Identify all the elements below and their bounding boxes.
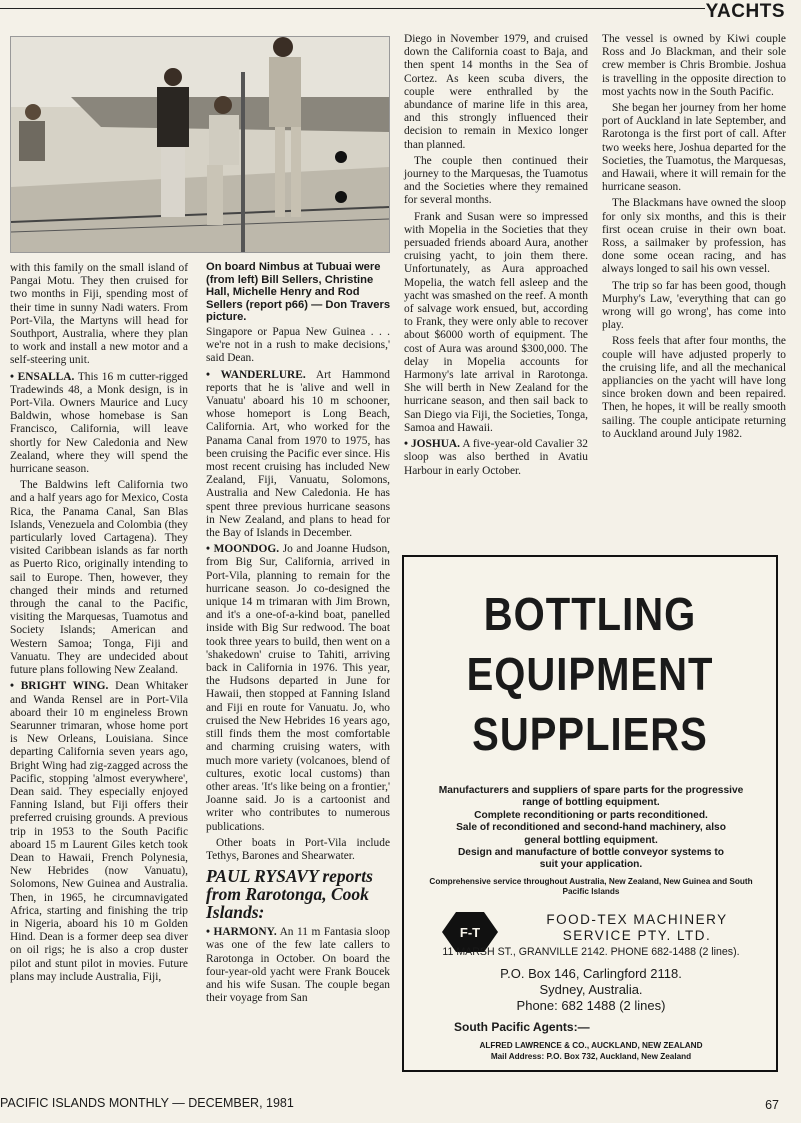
paragraph: • JOSHUA. A five-year-old Cavalier 32 sloop was also berthed in Avatiu Harbour in early October. [404,438,588,477]
paragraph: • HARMONY. An 11 m Fantasia sloop was one of the few late callers to Rarotonga in October. On board the four-year-old yacht were Frank Boucek and his wife Susan. The couple began their voyage from San [206,926,390,1005]
agent-name: ALFRED LAWRENCE & CO., AUCKLAND, NEW ZEALAND [479,1041,703,1050]
company-name: FOOD-TEX MACHINERY SERVICE PTY. LTD. [546,912,728,943]
article-column-1 [10,262,188,987]
paragraph: The Baldwins left California two and a half years ago for Mexico, Costa Rica, the Panama Canal, San Blas Islands, Venezuela and Colombia (they particularly loved Cartagena). They visited Caribbean islands as far north as Puerto Rico, originally intending to sail to Europe. Then, however, they changed their minds and returned through the canal to the Pacific, visiting the Marquesas, Tuamotus and Society Islands; American and Western Samoa; Tonga, Fiji and Vanuatu. They are undecided about future plans following New Zealand. [10,479,188,677]
ad-headline-1: BOTTLING [483,589,697,641]
ad-coverage: Comprehensive service throughout Australia, New Zealand, New Guinea and South Pacific Islands [429,877,753,896]
paragraph: The Blackmans have owned the sloop for only six months, and this is their first ocean cruise in their own boat. Ross, a sailmaker by profession, has done some ocean racing, and has always longed to sail his own vessel. [602,197,786,276]
ad-description [420,785,762,872]
logo-text: F-T [459,925,481,940]
section-title: YACHTS [705,1,785,22]
ad-desc-line: Sale of reconditioned and second-hand machinery, also [456,822,726,834]
paragraph: • ENSALLA. This 16 m cutter-rigged Tradewinds 48, a Monk design, is in Port-Vila. Owners Maurice and Lucy Baldwin, whose homebase is San Francisco, California, will leave shortly for New Caledonia and New Zealand, where they will spend the hurricane season. [10,370,188,476]
agents-title: South Pacific Agents:— [454,1020,590,1034]
photo-illustration [11,37,389,252]
photo-caption: On board Nimbus at Tubuai were (from left) Bill Sellers, Christine Hall, Michelle Henry and Rod Sellers (report p66) — Don Travers picture. [206,261,391,324]
article-column-3 [404,33,588,481]
subheading: PAUL RYSAVY reports from Rarotonga, Cook Islands: [206,866,373,923]
paragraph: Diego in November 1979, and cruised down the California coast to Baja, and then spent 14 months in the Sea of Cortez. As keen scuba divers, the couple were enthralled by the abundance of marine life in this area, and this strongly influenced their decision to remain in Mexico longer than planned. [404,33,588,151]
ad-headline-2: EQUIPMENT [466,649,714,701]
ad-headline-3: SUPPLIERS [472,709,708,761]
page-number: 67 [765,1098,779,1112]
article-column-4 [602,33,786,444]
ad-desc-line: Design and manufacture of bottle conveyor systems to [457,847,725,859]
paragraph: • MOONDOG. Jo and Joanne Hudson, from Big Sur, California, arrived in Port-Vila, planning to remain for the hurricane season. Jo co-designed the unique 14 m trimaran with Jim Brown, and it's a one-of-a-kind boat, panelled inside with Big Sur redwood. The boat took three years to build, then went on a 'shakedown' cruise to Tahiti, arriving back in California in 1976. This year, the Hudsons departed in June for Hawaii, then stopped at Fanning Island and Fiji en route for Vanuatu. Jo, who cruised the New Hebrides 16 years ago, still finds them the most comfortable and charming cruising waters, with much more variety (volcanoes, blend of cultures, exotic local customs) than other areas. 'It's like being on a frontier,' Joanne said. Jo is a cartoonist and writer who contributes to numerous publications. [206,543,391,833]
boat-name: • BRIGHT WING. [10,680,109,693]
top-rule [0,8,705,9]
boat-name: • JOSHUA. [404,438,460,451]
paragraph: with this family on the small island of Pangai Motu. They then cruised for two months in Fiji, spending most of their time in sunny Nadi waters. From Port-Vila, the Martyns will head for Southport, Australia, where they plan to work and install a new motor and a self-steering unit. [10,262,188,367]
ad-desc-line: suit your application. [539,859,643,871]
paragraph: Ross feels that after four months, the couple will have adjusted properly to the cruising life, and all the mechanical appliancies on the yacht will have long since broken down and been repaired. Then, he hopes, it will be really smooth sailing. The couple anticipate returning to Auckland around July 1982. [602,335,786,440]
company-address: 11 MARSH ST., GRANVILLE 2142. PHONE 682-1488 (2 lines). [442,946,740,958]
paragraph: Singapore or Papua New Guinea . . . we're not in a rush to make decisions,' said Dean. [206,326,390,365]
agent-mail: Mail Address: P.O. Box 732, Auckland, New Zealand [490,1052,692,1061]
article-column-2 [206,326,390,1008]
paragraph: She began her journey from her home port of Auckland in late September, and Rarotonga is the first port of call. After two weeks here, Joshua departed for the Societies, the Tuamotus, the Marquesas, and Hawaii, where it will remain for the hurricane season. [602,102,786,194]
advertisement [402,555,778,1072]
boat-name: • WANDERLURE. [206,368,306,381]
paragraph: • BRIGHT WING. Dean Whitaker and Wanda Rensel are in Port-Vila aboard their 10 m engineless Brown Searunner trimaran, whose home port is New Orleans, Louisiana. Since departing California seven years ago, Bright Wing had zig-zagged across the Pacific, stopping 'almost everywhere', Dean said. They especially enjoyed Fanning Island, but Fiji offers their preferred cruising grounds. A previous trip in 1953 to the South Pacific aboard 15 m Laurent Giles ketch took Dean to Hawaii, French Polynesia, New Hebrides (now Vanuatu), Solomons, New Guinea and Australia. Then, in 1965, he circumnavigated Africa, starting and finishing the trip in Nigeria, aboard his 10 m Golden Hind. Dean is a former deep sea diver on oil rigs; he is also a crop duster pilot and stunt pilot in movies. Future plans may include Australia, Fiji, [10,680,188,983]
paragraph: Frank and Susan were so impressed with Mopelia in the Societies that they persuaded friends aboard Aura, another cruising yacht, to join them there. Unfortunately, as Aura approached Mopelia, the watch fell asleep and the yacht was smashed on the reef. A month of salvage work ensued, but, according to Frank, they were only able to recover about $6000 worth of equipment. The cost of Aura was around $300,000. The delay in Mopelia accounts for Harmony's late arrival in Rarotonga. She will berth in New Zealand for the hurricane season, and then sail back to San Diego via Fiji, the Societies, Tonga, Samoa and Hawaii. [404,210,588,434]
publication-footer: PACIFIC ISLANDS MONTHLY — DECEMBER, 1981 [0,1096,294,1110]
ad-desc-line: general bottling equipment. [524,834,658,846]
yacht-crew-photo [10,36,390,253]
ad-desc-line: Manufacturers and suppliers of spare parts for the progressive [438,785,744,796]
boat-name: • MOONDOG. [206,543,280,556]
boat-name: • HARMONY. [206,926,277,939]
paragraph: The couple then continued their journey to the Marquesas, the Tuamotus and the Societies where they remained for several months. [404,154,588,207]
ad-desc-line: Complete reconditioning or parts reconditioned. [474,809,708,821]
paragraph: The vessel is owned by Kiwi couple Ross and Jo Blackman, and their sole crew member is Chris Brombie. Joshua is travelling in the opposite direction to most yachts now in the South Pacific. [602,33,786,98]
paragraph: • WANDERLURE. Art Hammond reports that he is 'alive and well in Vanuatu' aboard his 10 m schooner, whose homeport is Long Beach, California. Art, who worked for the Panama Canal from 1970 to 1975, has been cruising the Pacific ever since. His most recent cruising has included New Zealand, Fiji, Vanuatu, Solomons, Australia and New Caledonia. He has spent three previous hurricane seasons in New Zealand, and plans to head for the Bay of Islands in December. [206,368,390,540]
boat-name: • ENSALLA. [10,370,75,383]
company-po-box: P.O. Box 146, Carlingford 2118. Sydney, Australia. Phone: 682 1488 (2 lines) [500,966,682,1013]
ad-desc-line: range of bottling equipment. [522,797,660,809]
paragraph: The trip so far has been good, though Murphy's Law, 'everything that can go wrong will go wrong', has come into play. [602,279,786,332]
paragraph: Other boats in Port-Vila include Tethys, Barones and Shearwater. [206,836,390,862]
